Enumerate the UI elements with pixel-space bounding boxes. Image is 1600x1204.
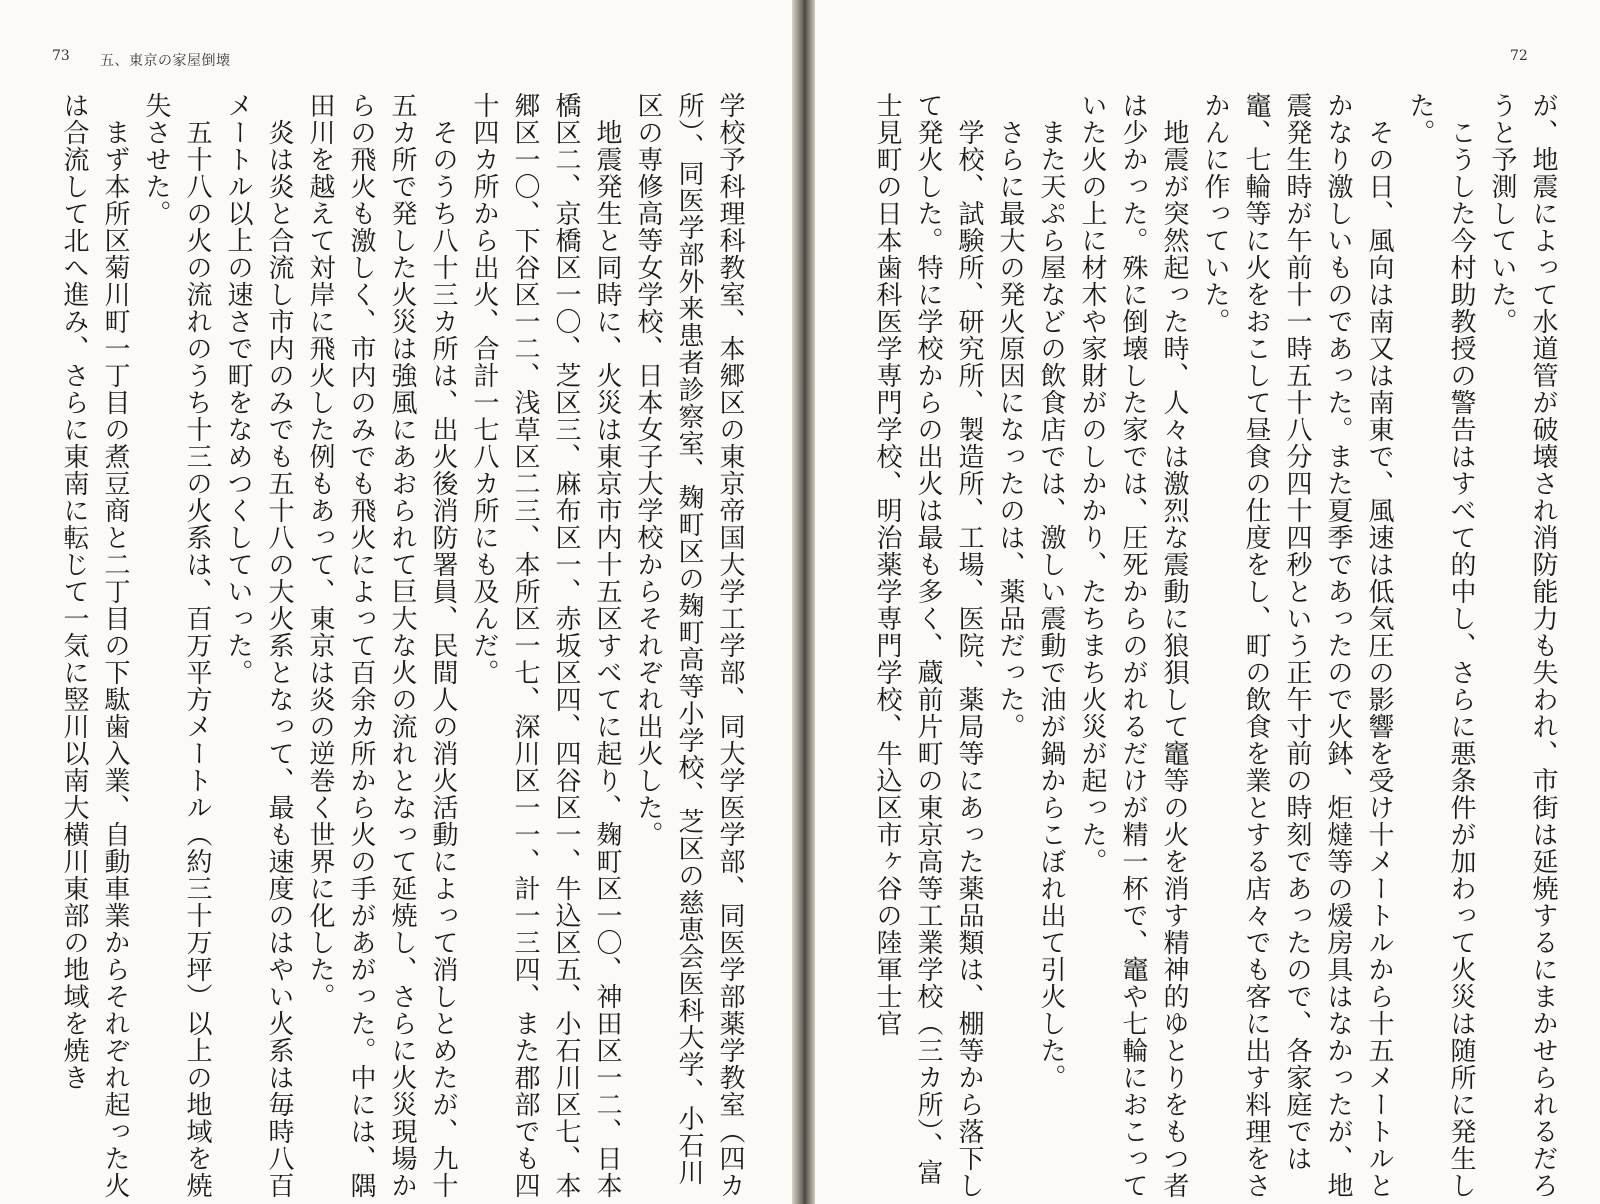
paragraph: そのうち八十三カ所は、出火後消防署員、民間人の消火活動によって消しとめたが、九十五カ所で発した火災は強風にあおられて巨大な火の流れとなって延焼し、さらに火災現場からの飛火も激しく、市内のみでも飛火によって百余カ所から火の手があがった。中には、隅田川を越えて対岸に飛火した例もあって、東京は炎の逆巻く世界に化した。 (305, 92, 458, 1199)
right-page-number: 72 (1510, 48, 1528, 64)
paragraph: さらに最大の発火原因になったのは、薬品だった。 (995, 92, 1025, 740)
paragraph: まず本所区菊川町一丁目の煮豆商と二丁目の下駄歯入業、自動車業からそれぞれ起った火は合流して北へ進み、さらに東南に転じて一気に竪川以南大横川東部の地域を焼き (59, 92, 130, 1199)
left-page-number: 73 (52, 48, 70, 64)
paragraph: 五十八の火の流れのうち十三の火系は、百万平方メートル（約三十万坪）以上の地域を焼失させた。 (141, 92, 212, 1199)
left-page-body (59, 92, 750, 1202)
paragraph: が、地震によって水道管が破壊され消防能力も失われ、市街は延焼するにまかせられるだろうと予測していた。 (1487, 92, 1558, 1199)
paragraph: 学校、試験所、研究所、製造所、工場、医院、薬局等にあった薬品類は、棚等から落下して発火した。特に学校からの出火は最も多く、蔵前片町の東京高等工業学校（三カ所）、富士見町の日本歯科医学専門学校、明治薬学専門学校、牛込区市ヶ谷の陸軍士官 (872, 92, 984, 1199)
paragraph: 炎は炎と合流し市内のみでも五十八の大火系となって、最も速度のはやい火系は毎時八百メートル以上の速さで町をなめつくしていった。 (223, 92, 294, 1199)
running-header: 五、東京の家屋倒壊 (100, 53, 231, 69)
right-page-body (838, 92, 1563, 1202)
paragraph: その日、風向は南又は南東で、風速は低気圧の影響を受け十メートルから十五メートルとかなり激しいものであった。また夏季であったので火鉢、炬燵等の煖房具はなかったが、地震発生時が午前十一時五十八分四十四秒という正午寸前の時刻であったので、各家庭では竈、七輪等に火をおこして昼食の仕度をし、町の飲食を業とする店々でも客に出す料理をさかんに作っていた。 (1200, 92, 1394, 1199)
paragraph: 学校予科理科教室、本郷区の東京帝国大学工学部、同大学医学部、同医学部薬学教室（四カ所）、同医学部外来患者診察室、麹町区の麹町高等小学校、芝区の慈恵会医科大学、小石川区の専修高等女学校、日本女子大学校からそれぞれ出火した。 (633, 92, 745, 1199)
book-gutter (792, 0, 815, 1204)
paragraph: また天ぷら屋などの飲食店では、激しい震動で油が鍋からこぼれ出て引火した。 (1036, 92, 1066, 1091)
paragraph: 地震が突然起った時、人々は激烈な震動に狼狽して竈等の火を消す精神的ゆとりをもつ者は少かった。殊に倒壊した家では、圧死からのがれるだけが精一杯で、竈や七輪におこっていた火の上に材木や家財がのしかかり、たちまち火災が起った。 (1077, 92, 1189, 1199)
paragraph: 地震発生と同時に、火災は東京市内十五区すべてに起り、麹町区一〇、神田区一二、日本橋区二、京橋区一〇、芝区三、麻布区一、赤坂区四、四谷区一、牛込区五、小石川区七、本郷区一〇、下谷区一二、浅草区二三、本所区一七、深川区一一、計一三四、また郡部でも四十四カ所から出火、合計一七八カ所にも及んだ。 (469, 92, 622, 1199)
paragraph: こうした今村助教授の警告はすべて的中し、さらに悪条件が加わって火災は随所に発生した。 (1405, 92, 1476, 1199)
